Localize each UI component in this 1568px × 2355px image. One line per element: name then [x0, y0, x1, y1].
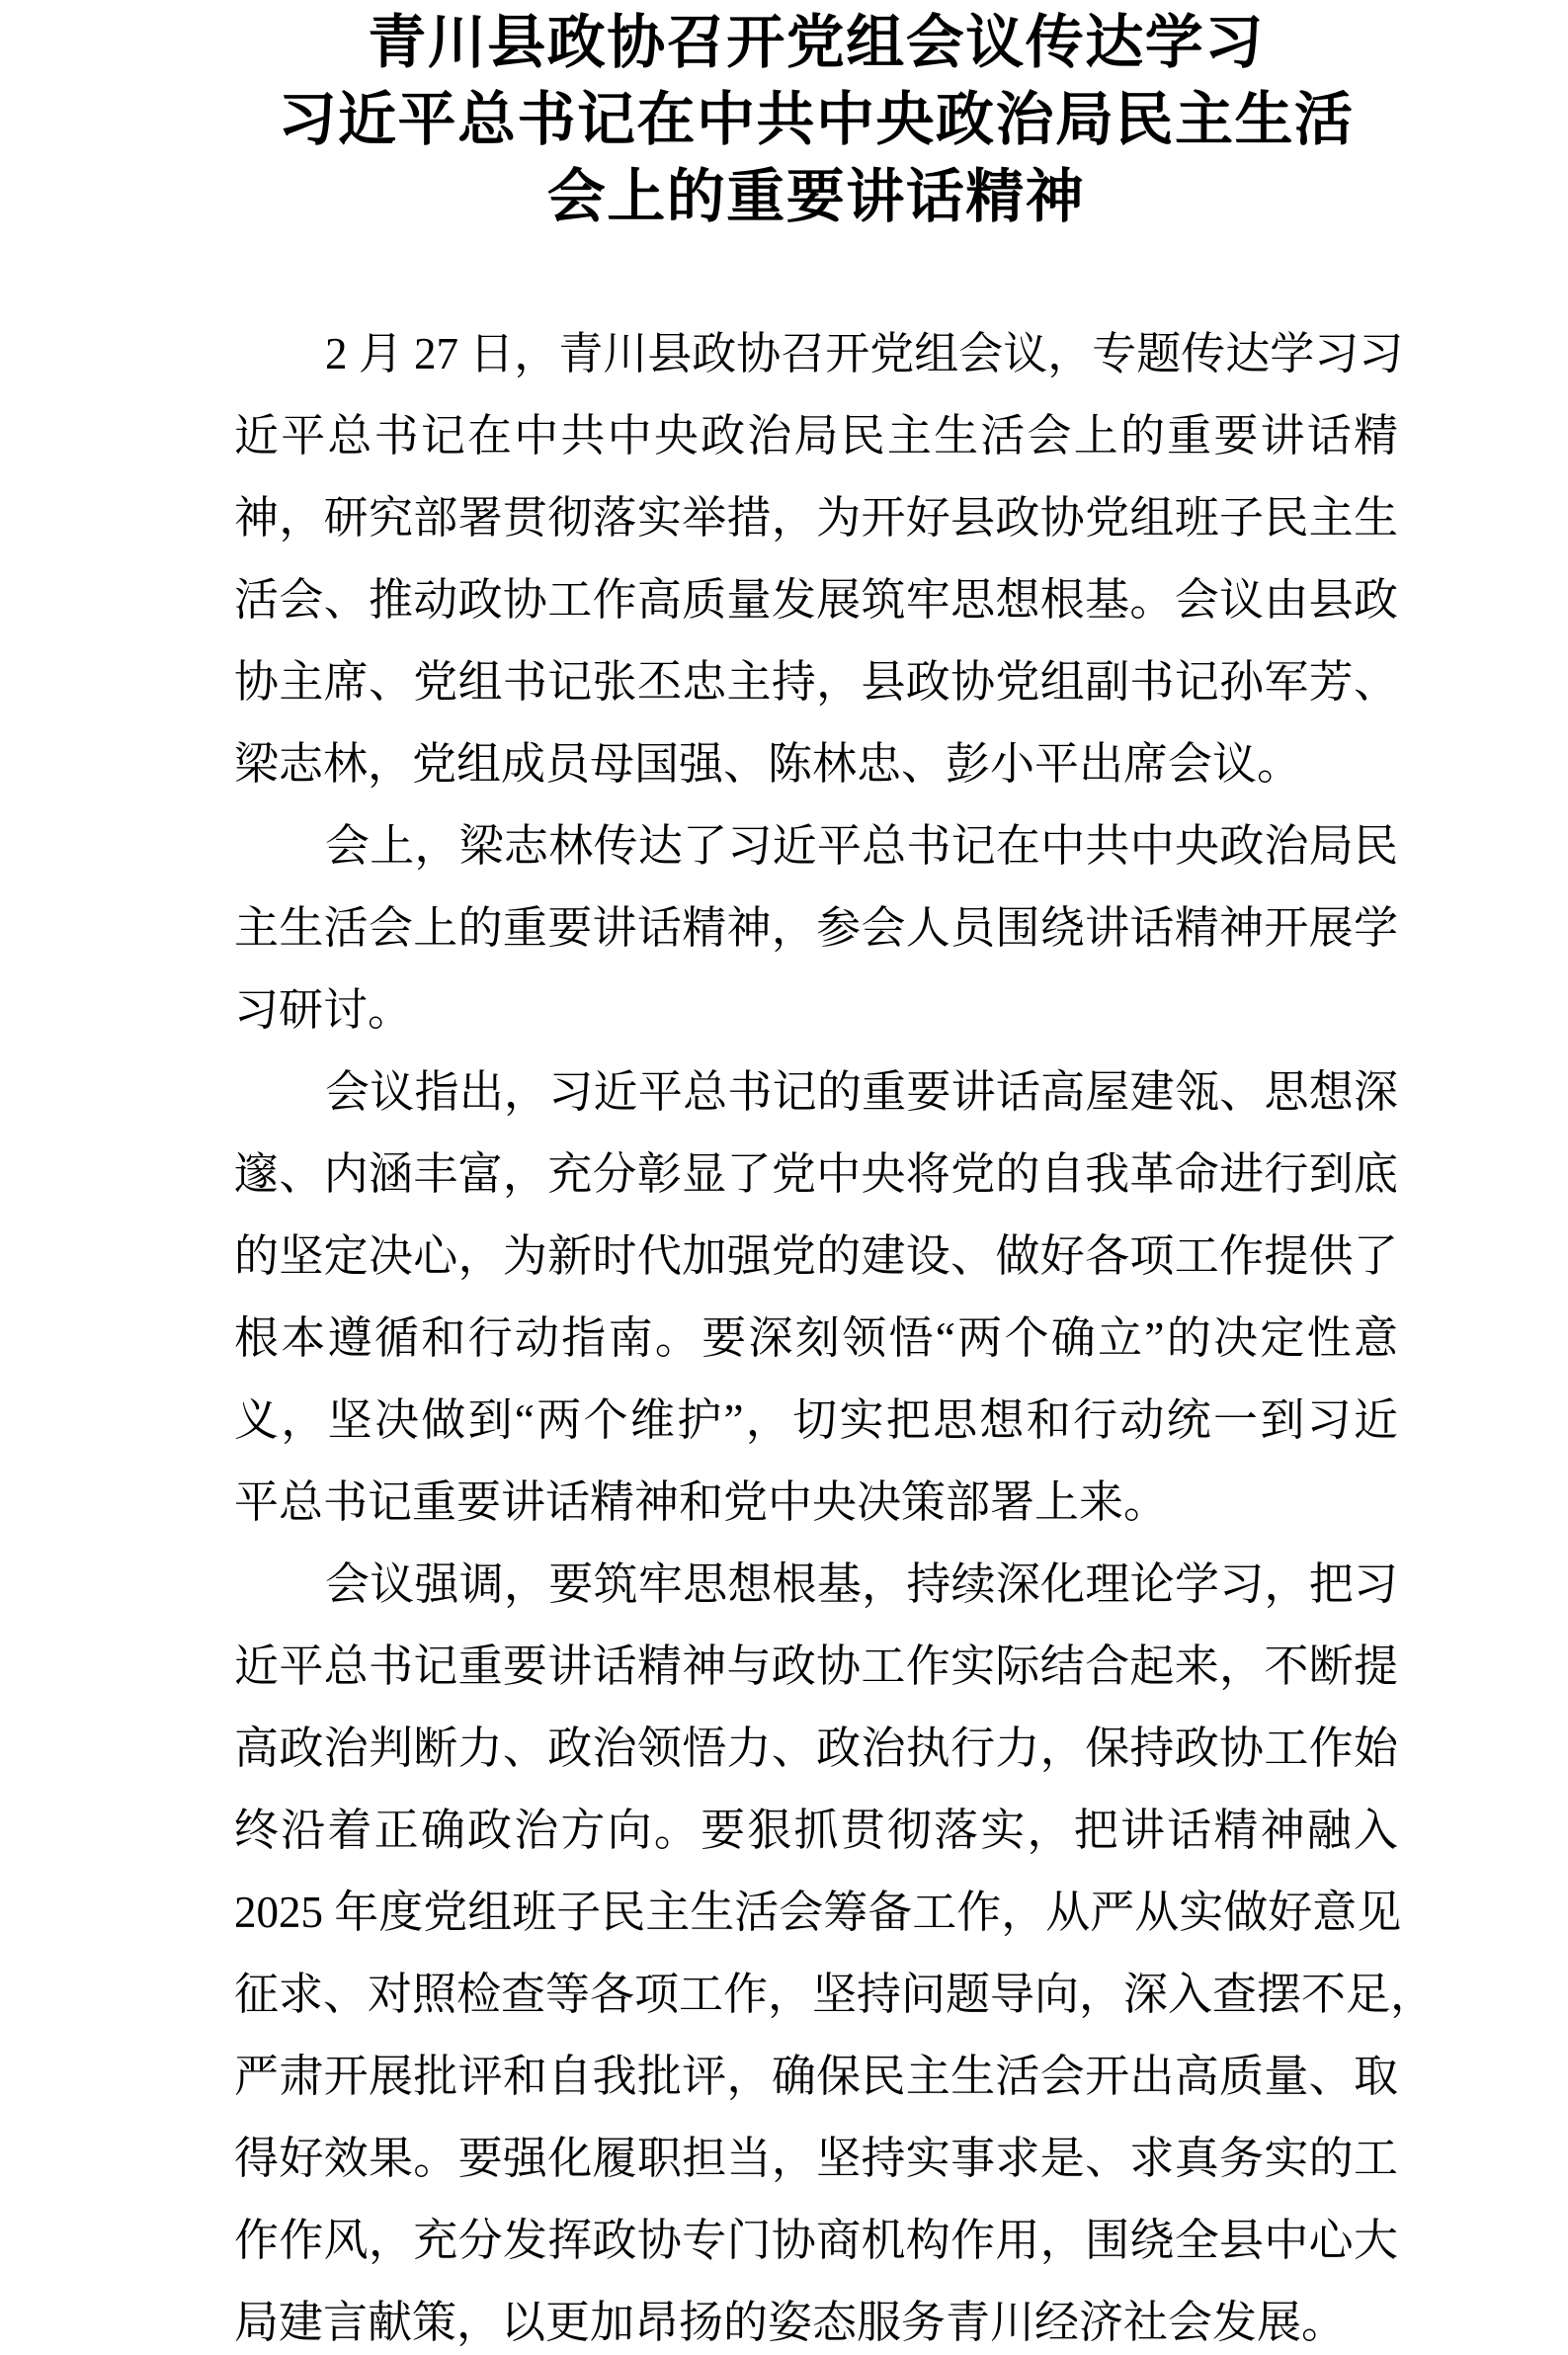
text-line: 近平总书记重要讲话精神与政协工作实际结合起来，不断提	[234, 1641, 1398, 1691]
text-line: 的坚定决心，为新时代加强党的建设、做好各项工作提供了	[234, 1231, 1398, 1281]
text-line: 2 月 27 日，青川县政协召开党组会议，专题传达学习习	[325, 329, 1404, 378]
text-line: 近平总书记在中共中央政治局民主生活会上的重要讲话精	[234, 411, 1398, 461]
text-line: 根本遵循和行动指南。要深刻领悟“两个确立”的决定性意	[234, 1313, 1398, 1363]
text-line: 局建言献策，以更加昂扬的姿态服务青川经济社会发展。	[234, 2298, 1347, 2347]
text-line: 得好效果。要强化履职担当，坚持实事求是、求真务实的工	[234, 2134, 1398, 2183]
document-body	[234, 313, 1436, 2355]
text-line: 会议强调，要筑牢思想根基，持续深化理论学习，把习	[325, 1559, 1398, 1609]
text-line: 活会、推动政协工作高质量发展筑牢思想根基。会议由县政	[234, 575, 1398, 625]
text-line: 高政治判断力、政治领悟力、政治执行力，保持政协工作始	[234, 1724, 1398, 1773]
text-line: 习研讨。	[234, 985, 413, 1035]
text-line: 2025 年度党组班子民主生活会筹备工作，从严从实做好意见	[234, 1888, 1402, 1937]
paragraph	[234, 313, 1404, 805]
text-line: 梁志林，党组成员母国强、陈林忠、彭小平出席会议。	[234, 739, 1302, 789]
title-line: 青川县政协召开党组会议传达学习	[368, 10, 1265, 75]
text-line: 主生活会上的重要讲话精神，参会人员围绕讲话精神开展学	[234, 903, 1398, 953]
text-line: 平总书记重要讲话精神和党中央决策部署上来。	[234, 1477, 1169, 1527]
text-line: 会上，梁志林传达了习近平总书记在中共中央政治局民	[325, 821, 1398, 871]
title-line: 习近平总书记在中共中央政治局民主生活	[278, 87, 1355, 152]
title-line: 会上的重要讲话精神	[546, 164, 1086, 229]
text-line: 终沿着正确政治方向。要狠抓贯彻落实，把讲话精神融入	[234, 1806, 1398, 1855]
text-line: 严肃开展批评和自我批评，确保民主生活会开出高质量、取	[234, 2052, 1398, 2101]
paragraph	[234, 805, 1398, 1051]
document-title	[234, 0, 1398, 235]
text-line: 协主席、党组书记张丕忠主持，县政协党组副书记孙军芳、	[234, 657, 1398, 707]
text-line: 神，研究部署贯彻落实举措，为开好县政协党组班子民主生	[234, 493, 1398, 543]
text-line: 作作风，充分发挥政协专门协商机构作用，围绕全县中心大	[234, 2216, 1398, 2265]
text-line: 征求、对照检查等各项工作，坚持问题导向，深入查摆不足，	[234, 1970, 1436, 2019]
paragraph	[234, 1051, 1398, 1544]
text-line: 邃、内涵丰富，充分彰显了党中央将党的自我革命进行到底	[234, 1149, 1398, 1199]
text-line: 义，坚决做到“两个维护”，切实把思想和行动统一到习近	[234, 1395, 1398, 1445]
document-content	[234, 0, 1436, 2355]
text-line: 会议指出，习近平总书记的重要讲话高屋建瓴、思想深	[325, 1067, 1398, 1117]
paragraph	[234, 1544, 1436, 2355]
